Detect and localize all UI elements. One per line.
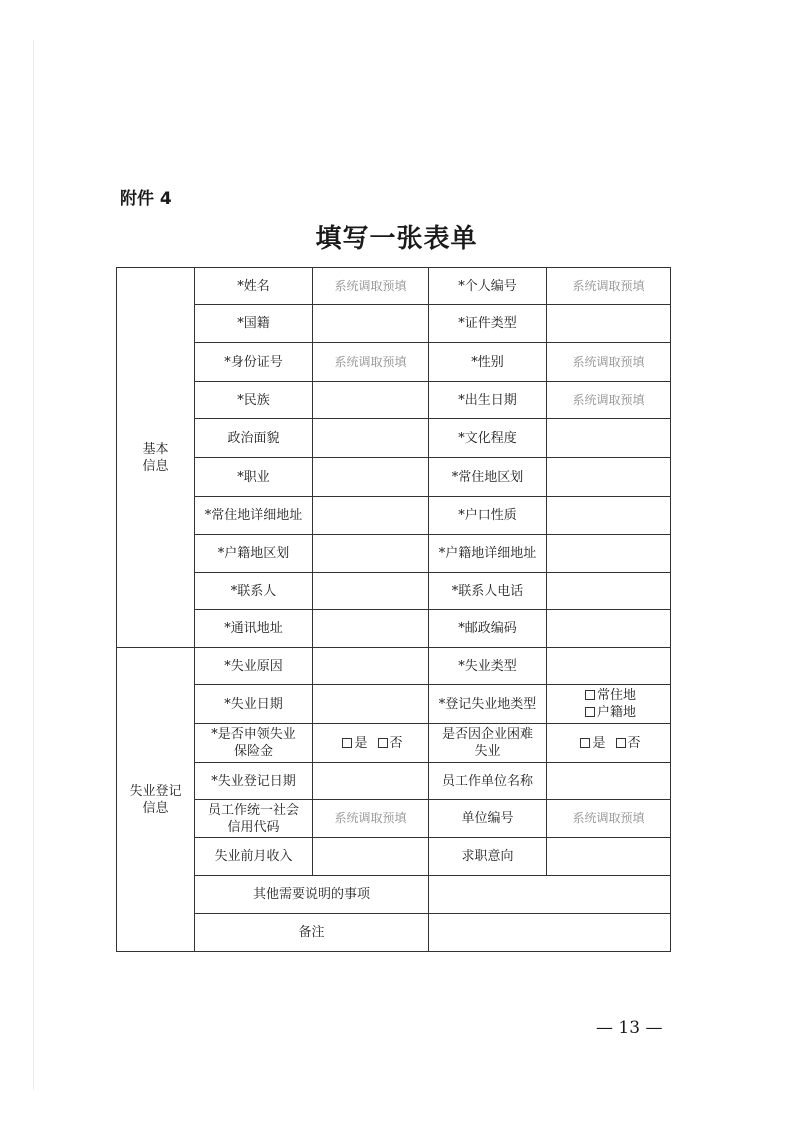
table-row xyxy=(117,419,671,458)
prefilled-field[interactable]: 系统调取预填 xyxy=(547,382,671,419)
field-label: *联系人电话 xyxy=(429,573,547,610)
input-field[interactable] xyxy=(547,419,671,458)
checkbox-option[interactable]: 常住地 xyxy=(581,688,636,703)
input-field[interactable] xyxy=(429,914,671,952)
choice-field xyxy=(547,724,671,763)
input-field[interactable] xyxy=(547,648,671,685)
input-field[interactable] xyxy=(547,305,671,343)
prefilled-field[interactable]: 系统调取预填 xyxy=(547,343,671,382)
field-label: 备注 xyxy=(195,914,429,952)
page-title: 填写一张表单 xyxy=(315,224,478,254)
input-field[interactable] xyxy=(547,610,671,648)
prefilled-field[interactable]: 系统调取预填 xyxy=(547,268,671,305)
input-field[interactable] xyxy=(313,648,429,685)
checkbox-option[interactable]: 否 xyxy=(374,736,403,751)
checkbox-option[interactable]: 户籍地 xyxy=(581,705,636,720)
choice-field xyxy=(547,685,671,724)
field-label: *民族 xyxy=(195,382,313,419)
field-label: *姓名 xyxy=(195,268,313,305)
field-label: *证件类型 xyxy=(429,305,547,343)
table-row xyxy=(117,800,671,838)
field-label: 政治面貌 xyxy=(195,419,313,458)
table-row xyxy=(117,763,671,800)
field-label: *通讯地址 xyxy=(195,610,313,648)
table-row xyxy=(117,724,671,763)
field-label: *国籍 xyxy=(195,305,313,343)
input-field[interactable] xyxy=(429,876,671,914)
field-label: 员工作统一社会 信用代码 xyxy=(195,800,313,838)
input-field[interactable] xyxy=(313,497,429,535)
prefilled-field[interactable]: 系统调取预填 xyxy=(313,343,429,382)
field-label: *职业 xyxy=(195,458,313,497)
table-row xyxy=(117,343,671,382)
field-label: *失业类型 xyxy=(429,648,547,685)
input-field[interactable] xyxy=(313,458,429,497)
input-field[interactable] xyxy=(547,458,671,497)
table-row xyxy=(117,382,671,419)
registration-form-table xyxy=(116,267,671,952)
table-row xyxy=(117,876,671,914)
field-label: 求职意向 xyxy=(429,838,547,876)
table-row xyxy=(117,914,671,952)
input-field[interactable] xyxy=(313,305,429,343)
checkbox-option[interactable]: 是 xyxy=(576,736,605,751)
field-label: *失业登记日期 xyxy=(195,763,313,800)
input-field[interactable] xyxy=(313,685,429,724)
field-label: *户籍地详细地址 xyxy=(429,535,547,573)
field-label: *性别 xyxy=(429,343,547,382)
field-label: *是否申领失业 保险金 xyxy=(195,724,313,763)
field-label: *失业原因 xyxy=(195,648,313,685)
field-label: *登记失业地类型 xyxy=(429,685,547,724)
field-label: *失业日期 xyxy=(195,685,313,724)
table-row xyxy=(117,305,671,343)
checkbox-icon[interactable] xyxy=(378,738,388,748)
field-label: *常住地区划 xyxy=(429,458,547,497)
field-label: *户口性质 xyxy=(429,497,547,535)
checkbox-icon[interactable] xyxy=(616,738,626,748)
section-basic-info: 基本 信息 xyxy=(117,268,195,648)
field-label: *常住地详细地址 xyxy=(195,497,313,535)
field-label: *文化程度 xyxy=(429,419,547,458)
checkbox-icon[interactable] xyxy=(585,707,595,717)
input-field[interactable] xyxy=(547,497,671,535)
section-unemployment-info: 失业登记 信息 xyxy=(117,648,195,952)
field-label: 是否因企业困难 失业 xyxy=(429,724,547,763)
table-row xyxy=(117,838,671,876)
table-row xyxy=(117,685,671,724)
scan-edge-shadow xyxy=(33,40,34,1090)
field-label: *户籍地区划 xyxy=(195,535,313,573)
input-field[interactable] xyxy=(313,535,429,573)
checkbox-option[interactable]: 否 xyxy=(612,736,641,751)
prefilled-field[interactable]: 系统调取预填 xyxy=(313,268,429,305)
input-field[interactable] xyxy=(313,419,429,458)
input-field[interactable] xyxy=(313,573,429,610)
field-label: 员工作单位名称 xyxy=(429,763,547,800)
page-number: — 13 — xyxy=(596,1018,663,1038)
checkbox-icon[interactable] xyxy=(580,738,590,748)
table-row xyxy=(117,458,671,497)
field-label: 失业前月收入 xyxy=(195,838,313,876)
field-label: *个人编号 xyxy=(429,268,547,305)
input-field[interactable] xyxy=(313,610,429,648)
checkbox-icon[interactable] xyxy=(342,738,352,748)
checkbox-option[interactable]: 是 xyxy=(338,736,367,751)
input-field[interactable] xyxy=(313,382,429,419)
input-field[interactable] xyxy=(547,838,671,876)
attachment-label: 附件 4 xyxy=(120,189,172,209)
field-label: *出生日期 xyxy=(429,382,547,419)
table-row xyxy=(117,535,671,573)
field-label: 其他需要说明的事项 xyxy=(195,876,429,914)
field-label: *联系人 xyxy=(195,573,313,610)
table-row xyxy=(117,610,671,648)
table-row xyxy=(117,573,671,610)
input-field[interactable] xyxy=(313,838,429,876)
field-label: *身份证号 xyxy=(195,343,313,382)
input-field[interactable] xyxy=(313,763,429,800)
table-row xyxy=(117,268,671,305)
field-label: *邮政编码 xyxy=(429,610,547,648)
input-field[interactable] xyxy=(547,573,671,610)
table-row xyxy=(117,497,671,535)
choice-field xyxy=(313,724,429,763)
field-label: 单位编号 xyxy=(429,800,547,838)
prefilled-field[interactable]: 系统调取预填 xyxy=(547,800,671,838)
input-field[interactable] xyxy=(547,763,671,800)
input-field[interactable] xyxy=(547,535,671,573)
table-row xyxy=(117,648,671,685)
checkbox-icon[interactable] xyxy=(585,690,595,700)
prefilled-field[interactable]: 系统调取预填 xyxy=(313,800,429,838)
